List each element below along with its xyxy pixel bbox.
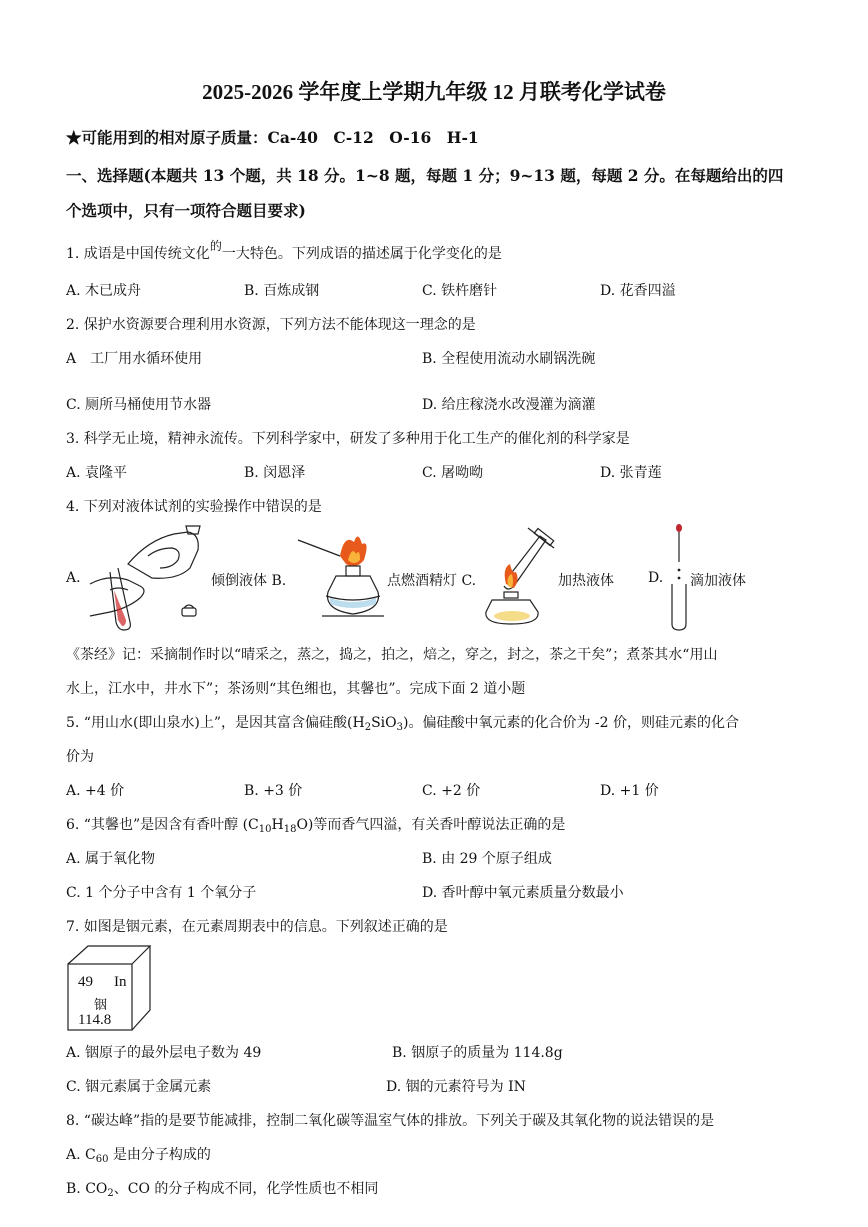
q7-option-a[interactable]: A. 铟原子的最外层电子数为 49 (66, 1045, 262, 1061)
q6-option-b[interactable]: B. 由 29 个原子组成 (422, 851, 552, 867)
q2-option-b[interactable]: B. 全程使用流动水刷锅洗碗 (422, 351, 596, 367)
q6-stem-part: 6. “其馨也”是因含有香叶醇 (C (66, 817, 259, 833)
section-heading: 一、选择题(本题共 13 个题，共 18 分。1~8 题，每题 1 分；9~13 题，每题 2 分。在每题给出的四 (66, 166, 784, 185)
question-4-stem: 4. 下列对液体试剂的实验操作中错误的是 (66, 499, 322, 515)
q8-option-b[interactable] (66, 1178, 378, 1199)
q8-a-sub: 60 (95, 1154, 109, 1165)
q6-option-a[interactable]: A. 属于氧化物 (66, 851, 156, 867)
q7-option-d[interactable]: D. 铟的元素符号为 IN (386, 1079, 526, 1095)
q4-option-b-label[interactable]: 点燃酒精灯 C. (387, 573, 477, 589)
atomic-mass: 114.8 (78, 1012, 112, 1028)
q6-sub: 18 (283, 824, 297, 835)
section-heading-cont: 个选项中，只有一项符合题目要求) (66, 201, 306, 220)
q1-option-c[interactable]: C. 铁杵磨针 (422, 283, 498, 299)
q1-stem-sup: 的 (209, 239, 222, 253)
q4-option-d-letter[interactable]: D. (648, 570, 664, 586)
q5-stem-part: SiO (371, 715, 397, 731)
q5-stem-part: )。偏硅酸中氧元素的化合价为 -2 价，则硅元素的化合 (403, 715, 740, 731)
q1-stem-part: 1. 成语是中国传统文化 (66, 246, 210, 262)
question-5-stem-cont: 价为 (66, 749, 94, 765)
q8-a-part: A. C (66, 1147, 96, 1163)
q6-stem-part: O)等而香气四溢，有关香叶醇说法正确的是 (296, 817, 566, 833)
q3-option-c[interactable]: C. 屠呦呦 (422, 465, 484, 481)
page-title: 2025-2026 学年度上学期九年级 12 月联考化学试卷 (202, 80, 666, 104)
q3-option-d[interactable]: D. 张青莲 (600, 465, 662, 481)
q5-sub: 3 (396, 722, 404, 733)
q5-option-b[interactable]: B. +3 价 (244, 783, 303, 799)
q2-option-a[interactable]: A 工厂用水循环使用 (66, 351, 203, 367)
q6-stem-part: H (271, 817, 284, 833)
q7-option-b[interactable]: B. 铟原子的质量为 114.8g (392, 1045, 563, 1061)
q3-option-a[interactable]: A. 袁隆平 (66, 465, 128, 481)
q5-option-d[interactable]: D. +1 价 (600, 783, 659, 799)
periodic-table-cell (66, 944, 152, 1032)
q8-b-sub: 2 (107, 1188, 114, 1199)
q1-option-d[interactable]: D. 花香四溢 (600, 283, 676, 299)
question-7-stem: 7. 如图是铟元素，在元素周期表中的信息。下列叙述正确的是 (66, 919, 448, 935)
element-symbol: In (114, 974, 127, 990)
dropping-liquid-illustration (666, 522, 692, 632)
q1-option-b[interactable]: B. 百炼成钢 (244, 283, 320, 299)
question-2-stem: 2. 保护水资源要合理利用水资源，下列方法不能体现这一理念的是 (66, 317, 476, 333)
q8-b-part: 、CO 的分子构成不同，化学性质也不相同 (113, 1181, 379, 1197)
q5-option-c[interactable]: C. +2 价 (422, 783, 481, 799)
atomic-mass-note: ★可能用到的相对原子质量：Ca-40 C-12 O-16 H-1 (66, 128, 479, 147)
q4-option-a-letter[interactable]: A. (66, 570, 81, 586)
atomic-number: 49 (78, 974, 93, 990)
passage-line-1: 《茶经》记：采摘制作时以“晴采之，蒸之，捣之，拍之，焙之，穿之，封之，茶之干矣”；煮茶其水“用山 (66, 647, 718, 663)
heating-liquid-illustration (484, 524, 558, 628)
q5-sub: 2 (364, 722, 372, 733)
q6-option-c[interactable]: C. 1 个分子中含有 1 个氧分子 (66, 885, 257, 901)
lighting-alcohol-lamp-illustration (296, 530, 388, 622)
q4-option-c-label[interactable]: 加热液体 (558, 573, 614, 589)
question-6-stem (66, 814, 565, 835)
q8-a-part: 是由分子构成的 (108, 1147, 211, 1163)
q6-sub: 10 (258, 824, 272, 835)
q5-option-a[interactable]: A. +4 价 (66, 783, 125, 799)
q4-option-a-label[interactable]: 倾倒液体 B. (211, 573, 287, 589)
q7-option-c[interactable]: C. 铟元素属于金属元素 (66, 1079, 212, 1095)
question-3-stem: 3. 科学无止境，精神永流传。下列科学家中，研发了多种用于化工生产的催化剂的科学家是 (66, 431, 630, 447)
q6-option-d[interactable]: D. 香叶醇中氧元素质量分数最小 (422, 885, 624, 901)
q8-b-part: B. CO (66, 1181, 108, 1197)
q4-option-d-label[interactable]: 滴加液体 (690, 573, 746, 589)
passage-line-2: 水上，江水中，井水下”；茶汤则“其色缃也，其馨也”。完成下面 2 道小题 (66, 681, 526, 697)
q8-option-a[interactable] (66, 1144, 211, 1165)
q3-option-b[interactable]: B. 闵恩泽 (244, 465, 306, 481)
q5-stem-part: 5. “用山水(即山泉水)上”，是因其富含偏硅酸(H (66, 715, 365, 731)
question-8-stem: 8. “碳达峰”指的是要节能减排，控制二氧化碳等温室气体的排放。下列关于碳及其氧化物的说法错误的是 (66, 1113, 715, 1129)
q2-option-d[interactable]: D. 给庄稼浇水改漫灌为滴灌 (422, 397, 596, 413)
q1-option-a[interactable]: A. 木已成舟 (66, 283, 142, 299)
question-1-stem (66, 239, 502, 263)
question-5-stem (66, 712, 739, 733)
q1-stem-part: 一大特色。下列成语的描述属于化学变化的是 (221, 246, 502, 262)
q2-option-c[interactable]: C. 厕所马桶使用节水器 (66, 397, 212, 413)
pouring-liquid-illustration (88, 520, 212, 632)
element-name: 铟 (94, 998, 108, 1013)
